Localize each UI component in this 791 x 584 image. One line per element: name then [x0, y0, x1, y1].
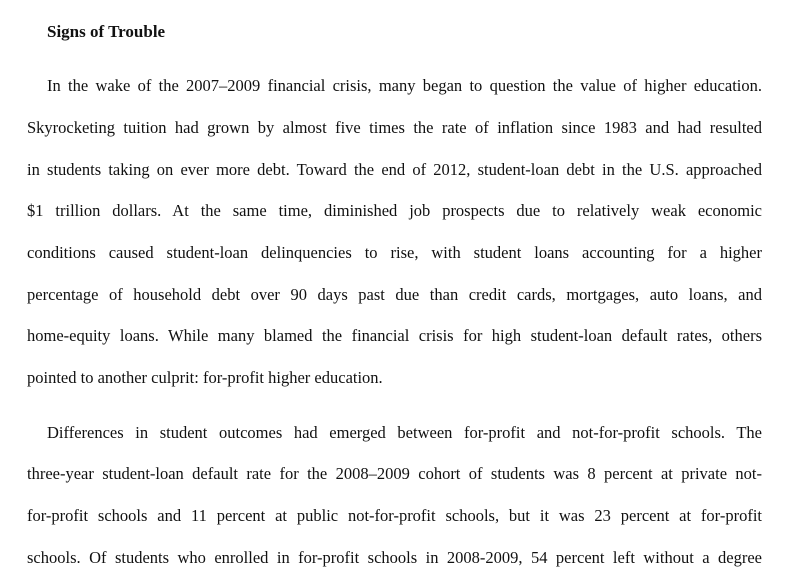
paragraph-line: schools. Of students who enrolled in for-profit schools in 2008-2009, 54 percent left without a degree	[27, 548, 762, 567]
paragraph-line: for-profit schools and 11 percent at public not-for-profit schools, but it was 23 percent at for-profit	[27, 506, 762, 525]
paragraph-line: in students taking on ever more debt. Toward the end of 2012, student-loan debt in the U.S. approached	[27, 160, 762, 179]
paragraph-line: Differences in student outcomes had emerged between for-profit and not-for-profit schools. The	[47, 423, 762, 442]
paragraph-line: three-year student-loan default rate for the 2008–2009 cohort of students was 8 percent at private not-	[27, 464, 762, 483]
paragraph-line: In the wake of the 2007–2009 financial crisis, many began to question the value of higher education.	[47, 76, 762, 95]
paragraph-line: Skyrocketing tuition had grown by almost five times the rate of inflation since 1983 and had resulted	[27, 118, 762, 137]
paragraph-line: pointed to another culprit: for-profit higher education.	[27, 368, 383, 387]
paragraph-line: percentage of household debt over 90 days past due than credit cards, mortgages, auto loans, and	[27, 285, 762, 304]
paragraph-line: $1 trillion dollars. At the same time, diminished job prospects due to relatively weak economic	[27, 201, 762, 220]
paragraph-line: home-equity loans. While many blamed the financial crisis for high student-loan default rates, others	[27, 326, 762, 345]
paragraph-line: conditions caused student-loan delinquencies to rise, with student loans accounting for a higher	[27, 243, 762, 262]
section-heading: Signs of Trouble	[47, 22, 166, 41]
